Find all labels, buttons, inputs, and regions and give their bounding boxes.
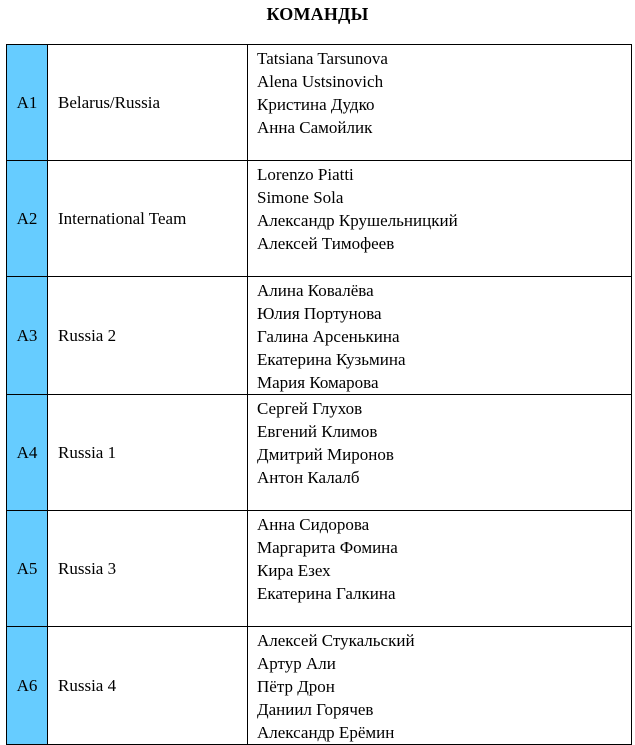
team-members [248,627,632,745]
team-row-a4 [7,395,632,511]
member-name: Анна Сидорова [257,515,370,534]
member-name: Александр Крушельницкий [257,211,458,230]
team-members [248,511,632,627]
team-row-a2 [7,161,632,277]
member-name: Алексей Стукальский [257,631,415,650]
member-name: Кира Езех [257,561,331,580]
team-code: A2 [7,161,48,277]
member-name: Мария Комарова [257,373,379,392]
member-name: Маргарита Фомина [257,538,398,557]
member-name: Евгений Климов [257,422,378,441]
team-name: Russia 2 [48,277,248,395]
team-name: Russia 1 [48,395,248,511]
member-name: Александр Ерёмин [257,723,395,742]
member-name: Сергей Глухов [257,399,363,418]
team-code: A1 [7,45,48,161]
member-name: Даниил Горячев [257,700,374,719]
team-name: International Team [48,161,248,277]
team-members [248,161,632,277]
team-name: Belarus/Russia [48,45,248,161]
member-name: Артур Али [257,654,336,673]
page-title: КОМАНДЫ [266,4,369,24]
member-name: Simone Sola [257,188,344,207]
team-code: A6 [7,627,48,745]
member-name: Tatsiana Tarsunova [257,49,388,68]
team-row-a1 [7,45,632,161]
teams-table [6,44,632,745]
member-name: Алина Ковалёва [257,281,374,300]
member-name: Галина Арсенькина [257,327,400,346]
team-name: Russia 4 [48,627,248,745]
member-name: Юлия Портунова [257,304,382,323]
team-row-a3 [7,277,632,395]
team-members [248,395,632,511]
member-name: Lorenzo Piatti [257,165,354,184]
team-code: A5 [7,511,48,627]
team-code: A3 [7,277,48,395]
member-name: Анна Самойлик [257,118,373,137]
team-code: A4 [7,395,48,511]
member-name: Екатерина Кузьмина [257,350,406,369]
team-row-a6 [7,627,632,745]
member-name: Кристина Дудко [257,95,375,114]
member-name: Дмитрий Миронов [257,445,394,464]
member-name: Антон Калалб [257,468,360,487]
member-name: Пётр Дрон [257,677,335,696]
team-row-a5 [7,511,632,627]
team-members [248,277,632,395]
team-members [248,45,632,161]
team-name: Russia 3 [48,511,248,627]
member-name: Alena Ustsinovich [257,72,384,91]
member-name: Алексей Тимофеев [257,234,395,253]
member-name: Екатерина Галкина [257,584,396,603]
